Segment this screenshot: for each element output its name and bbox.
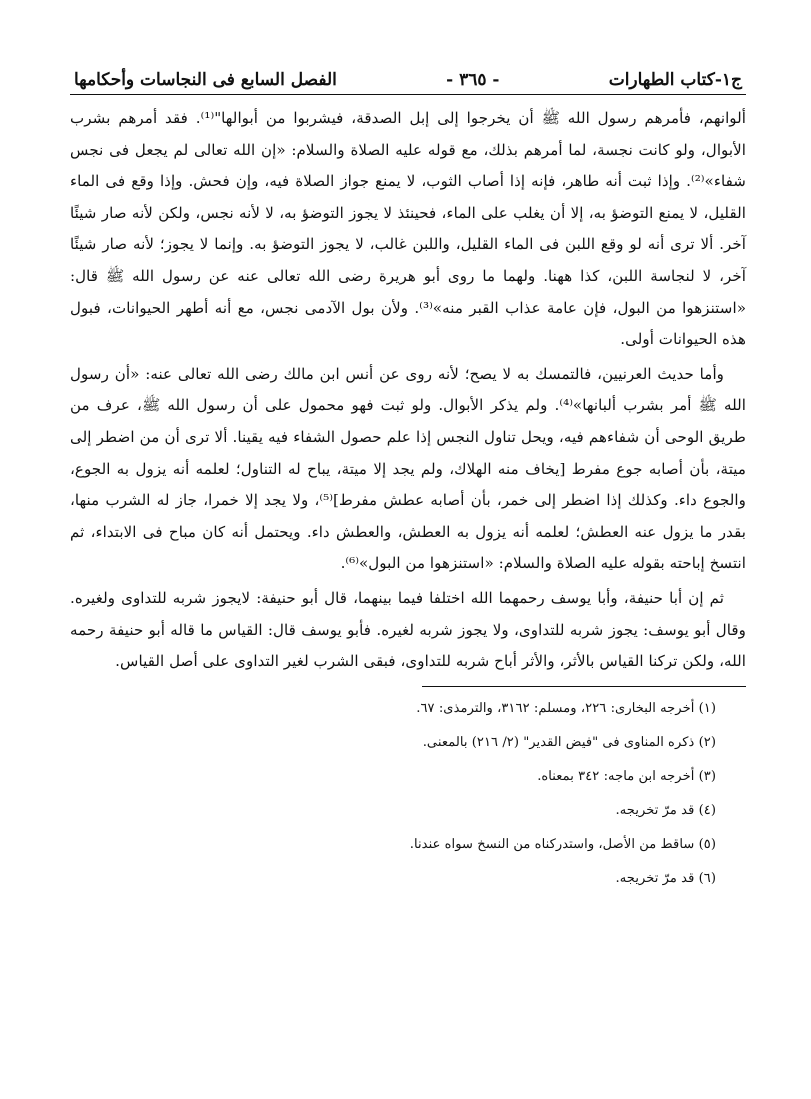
paragraph-2: وأما حديث العرنيين، فالتمسك به لا يصح؛ لأنه روى عن أنس ابن مالك رضى الله تعالى عنه: «أن رسول الله ﷺ أمر بشرب ألبانها»⁽⁴⁾. ولم يذكر الأبوال. ولو ثبت فهو محمول على أن رسول الله ﷺ، عرف من طريق الوحى أن شفاءهم فيه، ويحل تناول النجس إذا علم حصول الشفاء فيه يقينا. ألا ترى أن من اضطر إلى ميتة، بأن أصابه جوع مفرط [يخاف منه الهلاك، ولم يجد إلا ميتة، يباح له التناول؛ لعلمه أنه يزول به الجوع، والجوع داء. وكذلك إذا اضطر إلى خمر، بأن أصابه عطش مفرط]⁽⁵⁾، ولا يجد إلا خمرا، جاز له الشرب منها، بقدر ما يزول عنه العطش؛ لعلمه أنه يزول به العطش، والعطش داء. ويحتمل أنه كان مباح فى الابتداء، ثم انتسخ إباحته بقوله عليه الصلاة والسلام: «استنزهوا من البول»⁽⁶⁾. — [70, 364, 747, 573]
footnote-6: (٦) قد مرّ تخريجه. — [615, 870, 716, 886]
footnote-3: (٣) أخرجه ابن ماجه: ٣٤٢ بمعناه. — [537, 768, 716, 784]
header-chapter-title: الفصل السابع فى النجاسات وأحكامها — [74, 70, 337, 90]
footnotes — [70, 699, 746, 889]
footnote-2: (٢) ذكره المناوى فى "فيض القدير" (٢/ ٢١٦) بالمعنى. — [422, 734, 716, 750]
footnote-4: (٤) قد مرّ تخريجه. — [615, 802, 716, 818]
main-text — [70, 103, 746, 678]
paragraph-3: ثم إن أبا حنيفة، وأبا يوسف رحمهما الله اختلفا فيما بينهما، قال أبو حنيفة: لايجوز شربه للتداوى ولغيره. وقال أبو يوسف: يجوز شربه للتداوى، ولا يجوز شربه لغيره. فأبو يوسف قال: القياس ما قاله أبو حنيفة رحمه الله، ولكن تركنا القياس بالأثر، والأثر أباح شربه للتداوى، فبقى الشرب لغير التداوى على أصل القياس. — [70, 588, 746, 671]
footnote-5: (٥) ساقط من الأصل، واستدركناه من النسخ سواه عندنا. — [409, 836, 716, 852]
page-number: - ٣٦٥ - — [446, 70, 500, 90]
header-book-title: ج١-كتاب الطهارات — [608, 70, 742, 90]
running-header — [70, 56, 746, 95]
footnote-separator — [422, 686, 746, 687]
footnote-1: (١) أخرجه البخارى: ٢٢٦، ومسلم: ٣١٦٢، والترمذى: ٦٧. — [416, 700, 716, 716]
document-page — [70, 56, 746, 1066]
paragraph-1: ألوانهم، فأمرهم رسول الله ﷺ أن يخرجوا إلى إبل الصدقة، فيشربوا من أبوالها"⁽¹⁾. فقد أمرهم بشرب الأبوال، ولو كانت نجسة، لما أمرهم بذلك، مع قوله عليه الصلاة والسلام: «إن الله تعالى لم يجعل فى نجس شفاء»⁽²⁾. وإذا ثبت أنه طاهر، فإنه إذا أصاب الثوب، لا يمنع جواز الصلاة فيه، وإن فحش. وإذا وقع فى الماء القليل، لا يمنع التوضؤ به، إلا أن يغلب على الماء، فحينئذ لا يجوز التوضؤ به، لا لأنه نجس، ولكن لأنه صار شيئًا آخر. ألا ترى أنه لو وقع اللبن فى الماء القليل، واللبن غالب، لا يجوز التوضؤ به. وإنما لا يجوز؛ لأنه صار شيئًا آخر، لا لنجاسة اللبن، كذا ههنا. ولهما ما روى أبو هريرة رضى الله تعالى عنه عن رسول الله ﷺ قال: «استنزهوا من البول، فإن عامة عذاب القبر منه»⁽³⁾. ولأن بول الآدمى نجس، مع أنه أطهر الحيوانات، فبول هذه الحيوانات أولى. — [70, 109, 747, 349]
